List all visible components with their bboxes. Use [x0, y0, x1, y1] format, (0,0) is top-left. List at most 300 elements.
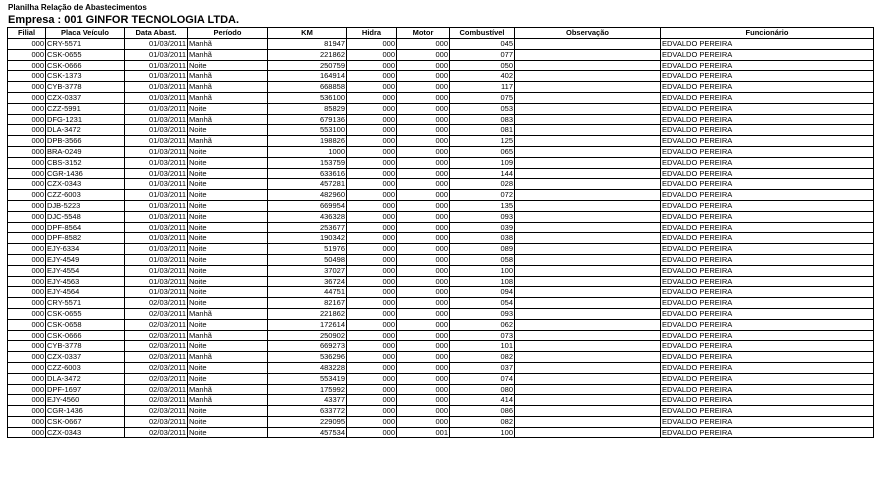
table-row	[8, 427, 874, 438]
cell-funcionario: EDVALDO PEREIRA	[661, 427, 874, 438]
cell-combustivel: 037	[450, 362, 515, 373]
cell-combustivel: 082	[450, 416, 515, 427]
cell-periodo: Noite	[188, 222, 268, 233]
table-row	[8, 298, 874, 309]
cell-filial: 000	[8, 60, 46, 71]
table-row	[8, 395, 874, 406]
header-placa: Placa Veículo	[46, 28, 125, 39]
cell-observacao	[515, 254, 661, 265]
cell-placa: EJY-4554	[46, 265, 125, 276]
cell-data: 01/03/2011	[125, 168, 188, 179]
cell-motor: 000	[397, 352, 450, 363]
cell-motor: 000	[397, 319, 450, 330]
cell-funcionario: EDVALDO PEREIRA	[661, 395, 874, 406]
cell-funcionario: EDVALDO PEREIRA	[661, 287, 874, 298]
report-title: Planilha Relação de Abastecimentos	[8, 3, 147, 12]
cell-hidra: 000	[347, 254, 397, 265]
cell-filial: 000	[8, 49, 46, 60]
cell-placa: DJB-5223	[46, 200, 125, 211]
cell-km: 669273	[268, 341, 347, 352]
cell-combustivel: 093	[450, 308, 515, 319]
cell-data: 01/03/2011	[125, 157, 188, 168]
cell-motor: 000	[397, 254, 450, 265]
cell-combustivel: 082	[450, 352, 515, 363]
cell-placa: CSK-0667	[46, 416, 125, 427]
cell-placa: EJY-4549	[46, 254, 125, 265]
cell-periodo: Noite	[188, 276, 268, 287]
cell-funcionario: EDVALDO PEREIRA	[661, 157, 874, 168]
cell-motor: 000	[397, 92, 450, 103]
cell-data: 01/03/2011	[125, 136, 188, 147]
cell-filial: 000	[8, 103, 46, 114]
cell-km: 536100	[268, 92, 347, 103]
cell-funcionario: EDVALDO PEREIRA	[661, 319, 874, 330]
cell-km: 82167	[268, 298, 347, 309]
cell-placa: CZZ-6003	[46, 190, 125, 201]
cell-hidra: 000	[347, 146, 397, 157]
cell-hidra: 000	[347, 136, 397, 147]
cell-filial: 000	[8, 308, 46, 319]
cell-hidra: 000	[347, 384, 397, 395]
cell-km: 669954	[268, 200, 347, 211]
cell-placa: CGR-1436	[46, 168, 125, 179]
cell-filial: 000	[8, 39, 46, 50]
cell-periodo: Manhã	[188, 330, 268, 341]
cell-motor: 000	[397, 395, 450, 406]
cell-data: 01/03/2011	[125, 222, 188, 233]
cell-periodo: Noite	[188, 233, 268, 244]
table-row	[8, 319, 874, 330]
cell-placa: CYB-3778	[46, 341, 125, 352]
cell-motor: 000	[397, 49, 450, 60]
cell-hidra: 000	[347, 352, 397, 363]
cell-funcionario: EDVALDO PEREIRA	[661, 125, 874, 136]
cell-observacao	[515, 190, 661, 201]
cell-km: 483228	[268, 362, 347, 373]
cell-periodo: Noite	[188, 373, 268, 384]
cell-placa: CRY-5571	[46, 298, 125, 309]
table-row	[8, 103, 874, 114]
cell-periodo: Noite	[188, 103, 268, 114]
cell-km: 1000	[268, 146, 347, 157]
header-motor: Motor	[397, 28, 450, 39]
cell-periodo: Manhã	[188, 384, 268, 395]
cell-filial: 000	[8, 82, 46, 93]
cell-combustivel: 081	[450, 125, 515, 136]
cell-placa: CSK-0666	[46, 330, 125, 341]
table-row	[8, 233, 874, 244]
cell-observacao	[515, 362, 661, 373]
cell-funcionario: EDVALDO PEREIRA	[661, 265, 874, 276]
cell-motor: 000	[397, 384, 450, 395]
table-row	[8, 125, 874, 136]
cell-hidra: 000	[347, 244, 397, 255]
cell-hidra: 000	[347, 190, 397, 201]
refueling-table	[7, 27, 874, 438]
cell-periodo: Noite	[188, 179, 268, 190]
table-row	[8, 254, 874, 265]
cell-data: 01/03/2011	[125, 287, 188, 298]
cell-combustivel: 050	[450, 60, 515, 71]
cell-periodo: Noite	[188, 244, 268, 255]
cell-periodo: Manhã	[188, 92, 268, 103]
cell-combustivel: 039	[450, 222, 515, 233]
cell-motor: 000	[397, 341, 450, 352]
cell-motor: 000	[397, 136, 450, 147]
cell-filial: 000	[8, 222, 46, 233]
cell-combustivel: 058	[450, 254, 515, 265]
cell-periodo: Noite	[188, 168, 268, 179]
company-title: Empresa : 001 GINFOR TECNOLOGIA LTDA.	[8, 14, 240, 26]
cell-filial: 000	[8, 211, 46, 222]
cell-funcionario: EDVALDO PEREIRA	[661, 200, 874, 211]
cell-filial: 000	[8, 146, 46, 157]
table-row	[8, 136, 874, 147]
cell-periodo: Noite	[188, 211, 268, 222]
cell-km: 175992	[268, 384, 347, 395]
cell-placa: DFG-1231	[46, 114, 125, 125]
cell-km: 253677	[268, 222, 347, 233]
cell-data: 01/03/2011	[125, 39, 188, 50]
cell-hidra: 000	[347, 114, 397, 125]
cell-observacao	[515, 49, 661, 60]
cell-hidra: 000	[347, 60, 397, 71]
cell-data: 01/03/2011	[125, 49, 188, 60]
cell-km: 164914	[268, 71, 347, 82]
cell-filial: 000	[8, 406, 46, 417]
cell-observacao	[515, 233, 661, 244]
cell-funcionario: EDVALDO PEREIRA	[661, 330, 874, 341]
cell-combustivel: 072	[450, 190, 515, 201]
table-row	[8, 373, 874, 384]
cell-placa: CSK-1373	[46, 71, 125, 82]
cell-km: 679136	[268, 114, 347, 125]
cell-periodo: Noite	[188, 146, 268, 157]
cell-motor: 000	[397, 211, 450, 222]
cell-km: 81947	[268, 39, 347, 50]
table-row	[8, 200, 874, 211]
cell-motor: 000	[397, 244, 450, 255]
cell-observacao	[515, 319, 661, 330]
table-row	[8, 416, 874, 427]
cell-observacao	[515, 330, 661, 341]
cell-observacao	[515, 211, 661, 222]
cell-periodo: Noite	[188, 254, 268, 265]
cell-combustivel: 100	[450, 427, 515, 438]
cell-observacao	[515, 373, 661, 384]
cell-combustivel: 414	[450, 395, 515, 406]
cell-observacao	[515, 179, 661, 190]
cell-periodo: Noite	[188, 60, 268, 71]
cell-placa: DPB-3566	[46, 136, 125, 147]
cell-placa: DPF-1697	[46, 384, 125, 395]
cell-data: 01/03/2011	[125, 71, 188, 82]
cell-observacao	[515, 92, 661, 103]
cell-periodo: Manhã	[188, 352, 268, 363]
cell-data: 02/03/2011	[125, 341, 188, 352]
cell-motor: 000	[397, 416, 450, 427]
cell-data: 02/03/2011	[125, 330, 188, 341]
cell-placa: CZX-0337	[46, 352, 125, 363]
cell-hidra: 000	[347, 416, 397, 427]
cell-periodo: Manhã	[188, 308, 268, 319]
cell-periodo: Noite	[188, 416, 268, 427]
cell-hidra: 000	[347, 330, 397, 341]
cell-data: 02/03/2011	[125, 298, 188, 309]
cell-data: 01/03/2011	[125, 125, 188, 136]
header-hidra: Hidra	[347, 28, 397, 39]
cell-motor: 000	[397, 125, 450, 136]
cell-combustivel: 101	[450, 341, 515, 352]
table-row	[8, 406, 874, 417]
cell-data: 02/03/2011	[125, 416, 188, 427]
table-row	[8, 384, 874, 395]
cell-periodo: Noite	[188, 200, 268, 211]
cell-observacao	[515, 136, 661, 147]
cell-data: 02/03/2011	[125, 319, 188, 330]
cell-combustivel: 108	[450, 276, 515, 287]
cell-observacao	[515, 60, 661, 71]
cell-periodo: Noite	[188, 406, 268, 417]
cell-motor: 000	[397, 233, 450, 244]
cell-hidra: 000	[347, 200, 397, 211]
cell-filial: 000	[8, 125, 46, 136]
cell-filial: 000	[8, 136, 46, 147]
cell-data: 01/03/2011	[125, 233, 188, 244]
cell-hidra: 000	[347, 211, 397, 222]
cell-hidra: 000	[347, 287, 397, 298]
cell-periodo: Noite	[188, 298, 268, 309]
cell-km: 250902	[268, 330, 347, 341]
cell-data: 01/03/2011	[125, 276, 188, 287]
header-km: KM	[268, 28, 347, 39]
cell-funcionario: EDVALDO PEREIRA	[661, 298, 874, 309]
cell-hidra: 000	[347, 362, 397, 373]
cell-motor: 000	[397, 103, 450, 114]
table-row	[8, 114, 874, 125]
cell-data: 01/03/2011	[125, 60, 188, 71]
cell-combustivel: 109	[450, 157, 515, 168]
cell-km: 229095	[268, 416, 347, 427]
header-combustivel: Combustível	[450, 28, 515, 39]
cell-filial: 000	[8, 395, 46, 406]
header-observacao: Observação	[515, 28, 661, 39]
cell-km: 668858	[268, 82, 347, 93]
cell-combustivel: 080	[450, 384, 515, 395]
cell-filial: 000	[8, 341, 46, 352]
cell-km: 51976	[268, 244, 347, 255]
cell-funcionario: EDVALDO PEREIRA	[661, 114, 874, 125]
cell-km: 436328	[268, 211, 347, 222]
cell-motor: 000	[397, 168, 450, 179]
cell-data: 01/03/2011	[125, 103, 188, 114]
cell-observacao	[515, 416, 661, 427]
cell-data: 01/03/2011	[125, 190, 188, 201]
cell-funcionario: EDVALDO PEREIRA	[661, 233, 874, 244]
cell-observacao	[515, 200, 661, 211]
cell-placa: CSK-0655	[46, 308, 125, 319]
cell-placa: CRY-5571	[46, 39, 125, 50]
cell-combustivel: 125	[450, 136, 515, 147]
cell-combustivel: 402	[450, 71, 515, 82]
cell-km: 37027	[268, 265, 347, 276]
cell-funcionario: EDVALDO PEREIRA	[661, 190, 874, 201]
cell-funcionario: EDVALDO PEREIRA	[661, 168, 874, 179]
cell-placa: BRA-0249	[46, 146, 125, 157]
cell-funcionario: EDVALDO PEREIRA	[661, 146, 874, 157]
cell-observacao	[515, 341, 661, 352]
cell-data: 01/03/2011	[125, 146, 188, 157]
cell-filial: 000	[8, 416, 46, 427]
cell-observacao	[515, 244, 661, 255]
cell-hidra: 000	[347, 157, 397, 168]
table-row	[8, 308, 874, 319]
cell-combustivel: 065	[450, 146, 515, 157]
cell-data: 02/03/2011	[125, 308, 188, 319]
cell-observacao	[515, 265, 661, 276]
cell-filial: 000	[8, 157, 46, 168]
cell-km: 221862	[268, 49, 347, 60]
cell-observacao	[515, 103, 661, 114]
cell-filial: 000	[8, 233, 46, 244]
table-header-row	[8, 28, 874, 39]
cell-hidra: 000	[347, 406, 397, 417]
cell-motor: 000	[397, 265, 450, 276]
cell-placa: CZZ-5991	[46, 103, 125, 114]
cell-filial: 000	[8, 287, 46, 298]
cell-periodo: Noite	[188, 427, 268, 438]
cell-funcionario: EDVALDO PEREIRA	[661, 406, 874, 417]
cell-km: 457534	[268, 427, 347, 438]
cell-combustivel: 053	[450, 103, 515, 114]
table-row	[8, 179, 874, 190]
cell-placa: EJY-4563	[46, 276, 125, 287]
cell-motor: 000	[397, 287, 450, 298]
cell-combustivel: 075	[450, 92, 515, 103]
cell-combustivel: 117	[450, 82, 515, 93]
cell-km: 43377	[268, 395, 347, 406]
cell-funcionario: EDVALDO PEREIRA	[661, 254, 874, 265]
cell-placa: CZX-0343	[46, 427, 125, 438]
cell-observacao	[515, 146, 661, 157]
cell-observacao	[515, 287, 661, 298]
cell-motor: 001	[397, 427, 450, 438]
cell-hidra: 000	[347, 49, 397, 60]
cell-placa: CYB-3778	[46, 82, 125, 93]
cell-funcionario: EDVALDO PEREIRA	[661, 352, 874, 363]
table-body	[8, 39, 874, 438]
cell-funcionario: EDVALDO PEREIRA	[661, 179, 874, 190]
cell-km: 85829	[268, 103, 347, 114]
cell-combustivel: 100	[450, 265, 515, 276]
cell-hidra: 000	[347, 71, 397, 82]
cell-filial: 000	[8, 298, 46, 309]
cell-funcionario: EDVALDO PEREIRA	[661, 222, 874, 233]
table-row	[8, 330, 874, 341]
cell-funcionario: EDVALDO PEREIRA	[661, 71, 874, 82]
cell-hidra: 000	[347, 427, 397, 438]
table-row	[8, 287, 874, 298]
cell-motor: 000	[397, 298, 450, 309]
cell-observacao	[515, 384, 661, 395]
cell-km: 190342	[268, 233, 347, 244]
cell-filial: 000	[8, 319, 46, 330]
cell-motor: 000	[397, 222, 450, 233]
cell-placa: CZZ-6003	[46, 362, 125, 373]
cell-combustivel: 089	[450, 244, 515, 255]
cell-motor: 000	[397, 406, 450, 417]
table-row	[8, 341, 874, 352]
cell-funcionario: EDVALDO PEREIRA	[661, 341, 874, 352]
cell-placa: EJY-4564	[46, 287, 125, 298]
cell-km: 198826	[268, 136, 347, 147]
cell-filial: 000	[8, 200, 46, 211]
cell-observacao	[515, 276, 661, 287]
cell-data: 02/03/2011	[125, 373, 188, 384]
cell-placa: DLA-3472	[46, 125, 125, 136]
cell-periodo: Noite	[188, 341, 268, 352]
cell-motor: 000	[397, 71, 450, 82]
cell-hidra: 000	[347, 92, 397, 103]
cell-hidra: 000	[347, 233, 397, 244]
cell-observacao	[515, 298, 661, 309]
cell-combustivel: 062	[450, 319, 515, 330]
cell-motor: 000	[397, 60, 450, 71]
cell-observacao	[515, 39, 661, 50]
cell-funcionario: EDVALDO PEREIRA	[661, 49, 874, 60]
cell-filial: 000	[8, 427, 46, 438]
cell-km: 172614	[268, 319, 347, 330]
cell-placa: DPF-8582	[46, 233, 125, 244]
cell-hidra: 000	[347, 395, 397, 406]
table-row	[8, 352, 874, 363]
header-filial: Filial	[8, 28, 46, 39]
cell-funcionario: EDVALDO PEREIRA	[661, 416, 874, 427]
cell-filial: 000	[8, 265, 46, 276]
table-row	[8, 157, 874, 168]
cell-periodo: Manhã	[188, 395, 268, 406]
cell-combustivel: 083	[450, 114, 515, 125]
cell-funcionario: EDVALDO PEREIRA	[661, 308, 874, 319]
cell-hidra: 000	[347, 265, 397, 276]
cell-hidra: 000	[347, 276, 397, 287]
cell-data: 02/03/2011	[125, 427, 188, 438]
cell-km: 553100	[268, 125, 347, 136]
cell-motor: 000	[397, 373, 450, 384]
cell-data: 02/03/2011	[125, 362, 188, 373]
table-row	[8, 276, 874, 287]
table-row	[8, 146, 874, 157]
cell-motor: 000	[397, 179, 450, 190]
cell-combustivel: 028	[450, 179, 515, 190]
cell-filial: 000	[8, 244, 46, 255]
cell-funcionario: EDVALDO PEREIRA	[661, 276, 874, 287]
cell-filial: 000	[8, 352, 46, 363]
cell-combustivel: 093	[450, 211, 515, 222]
cell-placa: EJY-6334	[46, 244, 125, 255]
cell-filial: 000	[8, 114, 46, 125]
cell-km: 633616	[268, 168, 347, 179]
cell-motor: 000	[397, 114, 450, 125]
cell-filial: 000	[8, 179, 46, 190]
cell-funcionario: EDVALDO PEREIRA	[661, 60, 874, 71]
cell-periodo: Manhã	[188, 49, 268, 60]
cell-placa: CGR-1436	[46, 406, 125, 417]
cell-placa: CSK-0655	[46, 49, 125, 60]
cell-funcionario: EDVALDO PEREIRA	[661, 103, 874, 114]
table-row	[8, 244, 874, 255]
cell-data: 02/03/2011	[125, 352, 188, 363]
